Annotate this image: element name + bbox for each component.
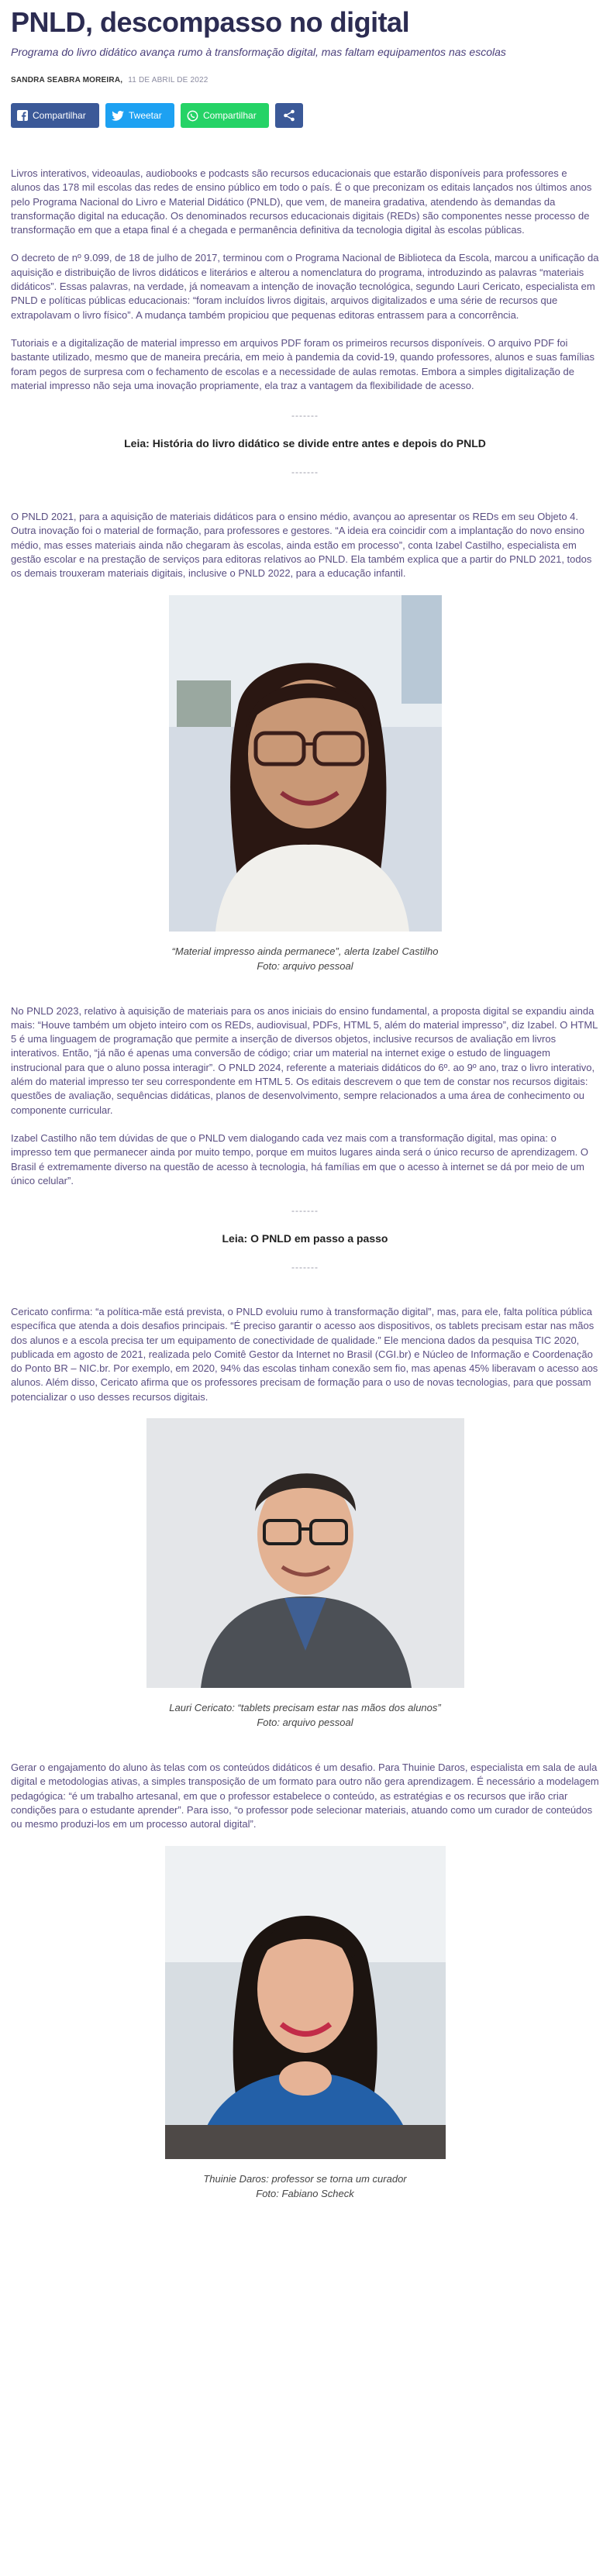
figure-caption: “Material impresso ainda permanece”, alerta Izabel Castilho bbox=[171, 945, 439, 957]
figure-lauri bbox=[11, 1418, 599, 1730]
photo-lauri-cericato bbox=[146, 1418, 464, 1688]
more-share-button[interactable] bbox=[275, 103, 303, 128]
twitter-share-button[interactable] bbox=[105, 103, 174, 128]
read-also-link[interactable] bbox=[11, 1231, 599, 1245]
publish-date: 11 DE ABRIL DE 2022 bbox=[128, 76, 209, 84]
author-name[interactable]: SANDRA SEABRA MOREIRA, bbox=[11, 76, 123, 84]
photo-izabel-castilho bbox=[169, 595, 442, 932]
separator: ------- bbox=[291, 410, 319, 422]
photo-thuinie-daros bbox=[165, 1846, 446, 2159]
facebook-share-button[interactable] bbox=[11, 103, 99, 128]
body-paragraph: No PNLD 2023, relativo à aquisição de materiais para os anos iniciais do ensino fundamental, a proposta digital se expandiu ainda mais: “Houve também um objeto inteiro com os REDs, audiovisual, PDFs, HTML 5, além do material impresso”, diz Izabel. O HTML 5 é uma linguagem de programação que permite a inserção de diversos objetos, inclusive recursos de avaliação em livros interativos. Então, “já não é apenas uma conversão de código; criar um material na internet exige o estudo de linguagem instrucional para que o aluno possa interagir”. O PNLD 2024, referente a materiais didáticos do 6º. ao 9º ano, traz o livro interativo, além do material impresso ter seu correspondente em HTML 5. Os editais descrevem o que tem de constar nos recursos digitais: questões de avaliação, sequências didáticas, planos de desenvolvimento, sempre relacionados a uma área de conhecimento ou componente curricular. bbox=[11, 1004, 598, 1116]
whatsapp-share-label: Compartilhar bbox=[203, 110, 257, 121]
figure-caption: Thuinie Daros: professor se torna um curador bbox=[203, 2172, 407, 2185]
twitter-share-label: Tweetar bbox=[129, 110, 162, 121]
article-body bbox=[11, 167, 599, 2201]
article-subtitle: Programa do livro didático avança rumo à transformação digital, mas faltam equipamentos nas escolas bbox=[11, 46, 506, 58]
byline bbox=[11, 76, 599, 84]
whatsapp-share-button[interactable] bbox=[181, 103, 269, 128]
figure-credit: Foto: arquivo pessoal bbox=[257, 1717, 353, 1729]
figure-izabel bbox=[11, 595, 599, 973]
body-paragraph: Livros interativos, videoaulas, audiobooks e podcasts são recursos educacionais que estarão disponíveis para professores e alunos das 178 mil escolas das redes de ensino público em todo o país. É o que preconizam os editais lançados nos últimos anos pelo Programa Nacional do Livro e Material Didático (PNLD), que vem, de maneira gradativa, atendendo às demandas da transformação digital na educação. Os denominados recursos educacionais digitais (REDs) são componentes nesse processo de transformação em que a etapa final é a chegada e permanência definitiva da tecnologia digital às escolas públicas. bbox=[11, 167, 592, 236]
figure-credit: Foto: arquivo pessoal bbox=[257, 959, 353, 972]
facebook-share-label: Compartilhar bbox=[33, 110, 86, 121]
body-paragraph: Izabel Castilho não tem dúvidas de que o PNLD vem dialogando cada vez mais com a transformação digital, mas opina: o impresso tem que permanecer ainda por muito tempo, porque em muitos lugares ainda será o único recurso de aprendizagem. O Brasil é extremamente diverso na questão de acesso à tecnologia, há famílias em que o acesso à internet se dá por meio de um único celular”. bbox=[11, 1131, 589, 1186]
share-bar bbox=[11, 103, 599, 128]
facebook-icon bbox=[17, 110, 28, 121]
body-paragraph: O decreto de nº 9.099, de 18 de julho de 2017, terminou com o Programa Nacional de Biblioteca da Escola, marcou a unificação da aquisição e distribuição de livros didáticos e literários e alterou a nomenclatura do programa, introduzindo as palavras “materiais didáticos”. Essas palavras, na verdade, já nomeavam a intenção de inovação tecnológica, segundo Lauri Cericato, especialista em PNLD e políticas públicas educacionais: “foram incluídos livros digitais, arquivos digitalizados e uma série de recursos que extrapolavam o livro físico”. A mudança também propiciou que pequenas editoras entrassem para a concorrência. bbox=[11, 252, 599, 321]
twitter-icon bbox=[112, 111, 124, 121]
whatsapp-icon bbox=[187, 110, 198, 122]
body-paragraph: Cericato confirma: “a política-mãe está prevista, o PNLD evoluiu rumo à transformação digital”, mas, para ele, falta política pública específica que atenda a dois desafios principais. “É preciso garantir o acesso aos dispositivos, os tablets precisam estar nas mãos dos alunos e a escola precisa ter um equipamento de conectividade de qualidade.” Ele menciona dados da pesquisa TIC 2020, publicada em agosto de 2021, realizada pelo Comitê Gestor da Internet no Brasil (CGI.br) e Núcleo de Informação e Coordenação do Ponto BR – NIC.br. Por exemplo, em 2020, 94% das escolas tinham conexão sem fio, mas apenas 45% liberavam o acesso aos alunos. Além disso, Cericato afirma que os professores precisam de formação para o uso de novas tecnologias, para que possam potencializar o uso desses recursos digitais. bbox=[11, 1305, 598, 1403]
read-also-title: História do livro didático se divide entre antes e depois do PNLD bbox=[152, 437, 486, 450]
figure-credit: Foto: Fabiano Scheck bbox=[256, 2187, 354, 2199]
figure-thuinie bbox=[11, 1846, 599, 2201]
read-also-prefix: Leia: bbox=[222, 1232, 248, 1245]
body-paragraph: Tutoriais e a digitalização de material impresso em arquivos PDF foram os primeiros recursos disponíveis. O arquivo PDF foi bastante utilizado, mesmo que de maneira precária, em meio à pandemia da covid-19, quando professores, alunos e suas famílias foram pegos de surpresa com o fechamento de escolas e a necessidade de aulas remotas. Embora a simples digitalização de material impresso não seja uma inovação propriamente, ela traz a vantagem da flexibilidade de acesso. bbox=[11, 336, 594, 391]
body-paragraph: O PNLD 2021, para a aquisição de materiais didáticos para o ensino médio, avançou ao apresentar os REDs em seu Objeto 4. Outra inovação foi o material de formação, para professores e gestores. “A ideia era coincidir com a implantação do novo ensino médio, mas esses materiais ainda não chegaram às escolas, ainda estão em processo”, conta Izabel Castilho, especialista em gestão escolar e na prestação de serviços para editoras relativos ao PNLD. Ela também explica que a partir do PNLD 2021, todos os demais trouxeram materiais digitais, inclusive o PNLD 2022, para a educação infantil. bbox=[11, 511, 592, 580]
separator: ------- bbox=[291, 466, 319, 477]
separator: ------- bbox=[291, 1205, 319, 1217]
article-title: PNLD, descompasso no digital bbox=[11, 6, 410, 38]
separator: ------- bbox=[291, 1261, 319, 1273]
figure-caption: Lauri Cericato: “tablets precisam estar nas mãos dos alunos” bbox=[169, 1702, 441, 1714]
read-also-title: O PNLD em passo a passo bbox=[250, 1232, 388, 1245]
read-also-prefix: Leia: bbox=[124, 437, 150, 450]
body-paragraph: Gerar o engajamento do aluno às telas com os conteúdos didáticos é um desafio. Para Thuinie Daros, especialista em sala de aula digital e metodologias ativas, a simples transposição de um formato para outro não gera aprendizagem. É necessário a modelagem pedagógica: “é um trabalho artesanal, em que o professor estabelece o conteúdo, as estratégias e os recursos que irão criar condições para o estudante aprender”. Para isso, “o professor pode selecionar materiais, atuando como um curador de conteúdos ou mesmo produzi-los em um processo autoral digital”. bbox=[11, 1762, 599, 1830]
read-also-link[interactable] bbox=[11, 436, 599, 450]
share-icon bbox=[283, 109, 295, 122]
